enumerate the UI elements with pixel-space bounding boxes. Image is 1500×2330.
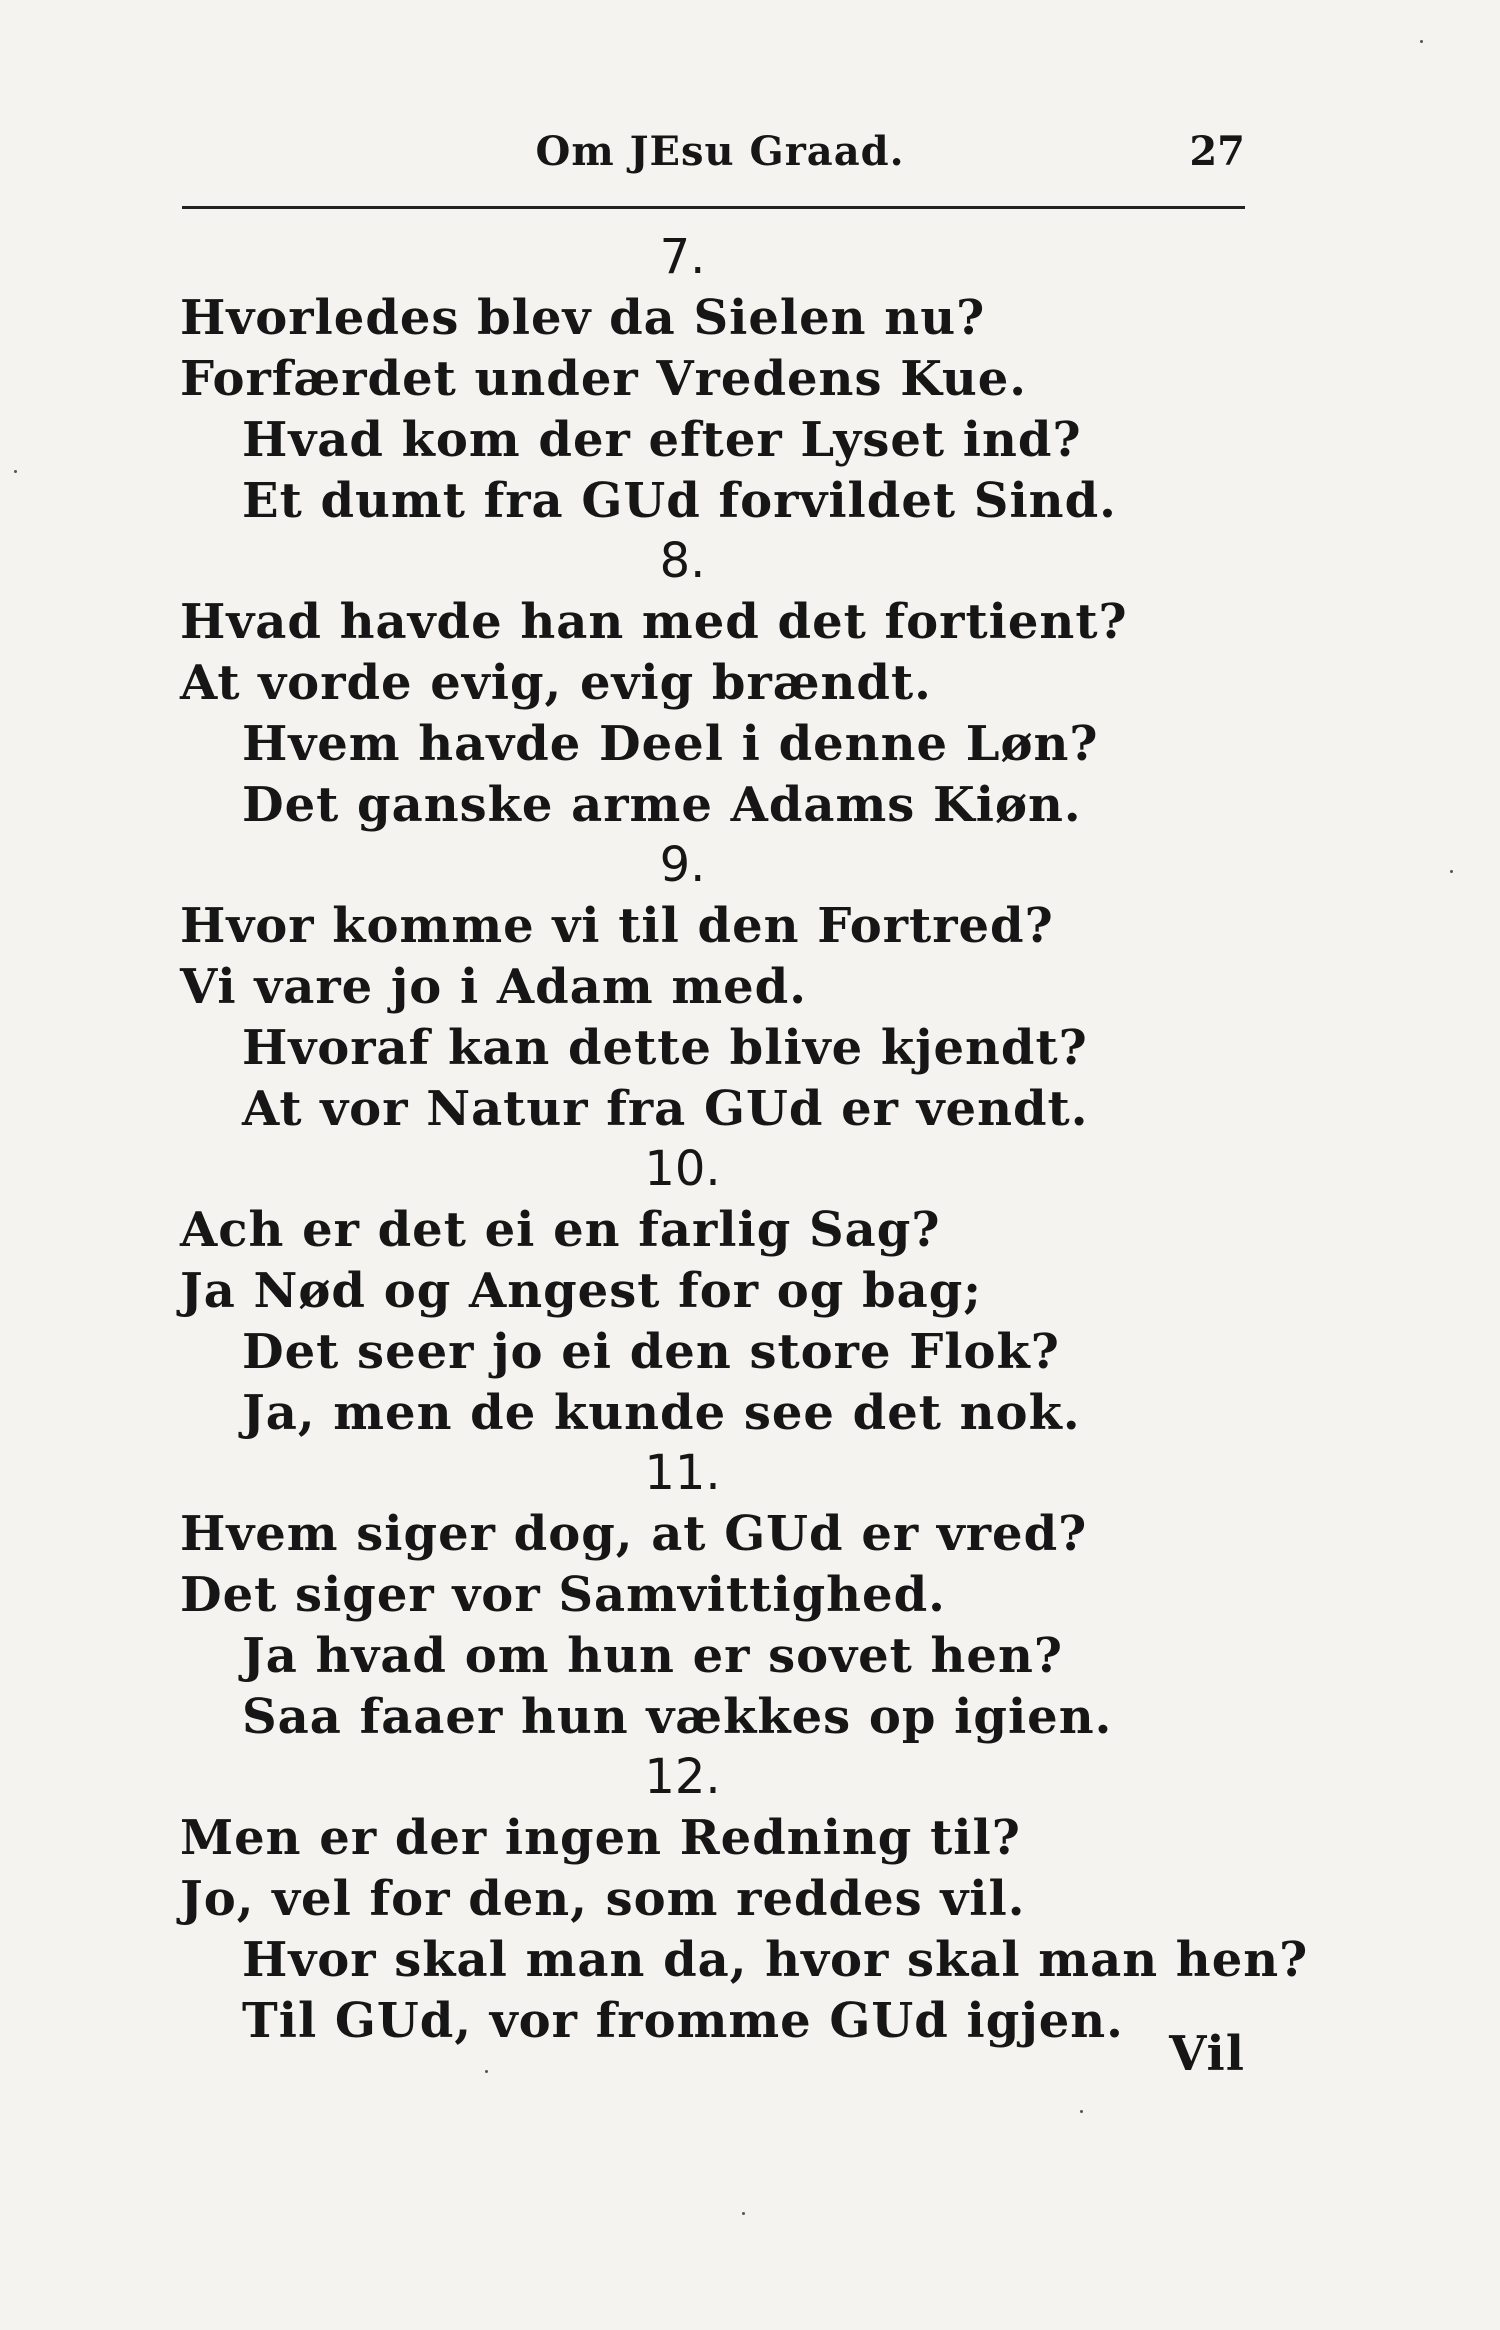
- verse-line: Ach er det ei en farlig Sag?: [180, 1202, 941, 1258]
- paper-speck: [485, 2070, 488, 2073]
- paper-speck: [1080, 2110, 1083, 2113]
- stanza-7: [180, 228, 1245, 532]
- verse-line: Hvor komme vi til den Fortred?: [180, 898, 1054, 954]
- verse-line: Saa faaer hun vækkes op igien.: [242, 1689, 1113, 1745]
- paper-speck: [742, 2212, 745, 2215]
- verse-line: Vi vare jo i Adam med.: [180, 959, 807, 1015]
- paper-speck: [14, 470, 17, 473]
- hymn-text: [180, 228, 1309, 2052]
- header-rule: [182, 206, 1245, 209]
- stanza-number: 11.: [644, 1445, 721, 1501]
- stanza-number: 10.: [644, 1141, 721, 1197]
- stanza-number: 8.: [659, 533, 706, 589]
- catchword: Vil: [1169, 2026, 1245, 2082]
- verse-line: Ja Nød og Angest for og bag;: [180, 1263, 983, 1319]
- stanza-12: [180, 1748, 1309, 2052]
- verse-line: Hvem havde Deel i denne Løn?: [242, 716, 1099, 772]
- page-number: 27: [1189, 128, 1245, 175]
- stanza-10: [180, 1140, 1245, 1444]
- verse-line: Det seer jo ei den store Flok?: [242, 1324, 1060, 1380]
- verse-line: Forfærdet under Vredens Kue.: [180, 351, 1027, 407]
- stanza-number: 12.: [644, 1749, 721, 1805]
- verse-line: Ja, men de kunde see det nok.: [242, 1385, 1081, 1441]
- verse-line: Hvorledes blev da Sielen nu?: [180, 290, 986, 346]
- verse-line: Det siger vor Samvittighed.: [180, 1567, 946, 1623]
- verse-line: Men er der ingen Redning til?: [180, 1810, 1021, 1866]
- verse-line: Jo, vel for den, som reddes vil.: [180, 1871, 1026, 1927]
- verse-line: Hvoraf kan dette blive kjendt?: [242, 1020, 1088, 1076]
- page-header: [180, 128, 1245, 198]
- verse-line: Ja hvad om hun er sovet hen?: [242, 1628, 1063, 1684]
- stanza-number: 9.: [659, 837, 706, 893]
- verse-line: Det ganske arme Adams Kiøn.: [242, 777, 1082, 833]
- running-title: Om JEsu Graad.: [535, 128, 905, 175]
- stanza-8: [180, 532, 1245, 836]
- stanza-11: [180, 1444, 1245, 1748]
- verse-line: Et dumt fra GUd forvildet Sind.: [242, 473, 1117, 529]
- verse-line: Hvad havde han med det fortient?: [180, 594, 1128, 650]
- verse-line: Hvem siger dog, at GUd er vred?: [180, 1506, 1088, 1562]
- verse-line: Hvad kom der efter Lyset ind?: [242, 412, 1082, 468]
- stanza-9: [180, 836, 1245, 1140]
- verse-line: Hvor skal man da, hvor skal man hen?: [242, 1932, 1309, 1988]
- paper-speck: [1450, 870, 1453, 873]
- stanza-number: 7.: [659, 229, 706, 285]
- verse-line: Til GUd, vor fromme GUd igjen.: [242, 1993, 1124, 2049]
- verse-line: At vor Natur fra GUd er vendt.: [242, 1081, 1089, 1137]
- verse-line: At vorde evig, evig brændt.: [180, 655, 932, 711]
- paper-speck: [1420, 40, 1423, 43]
